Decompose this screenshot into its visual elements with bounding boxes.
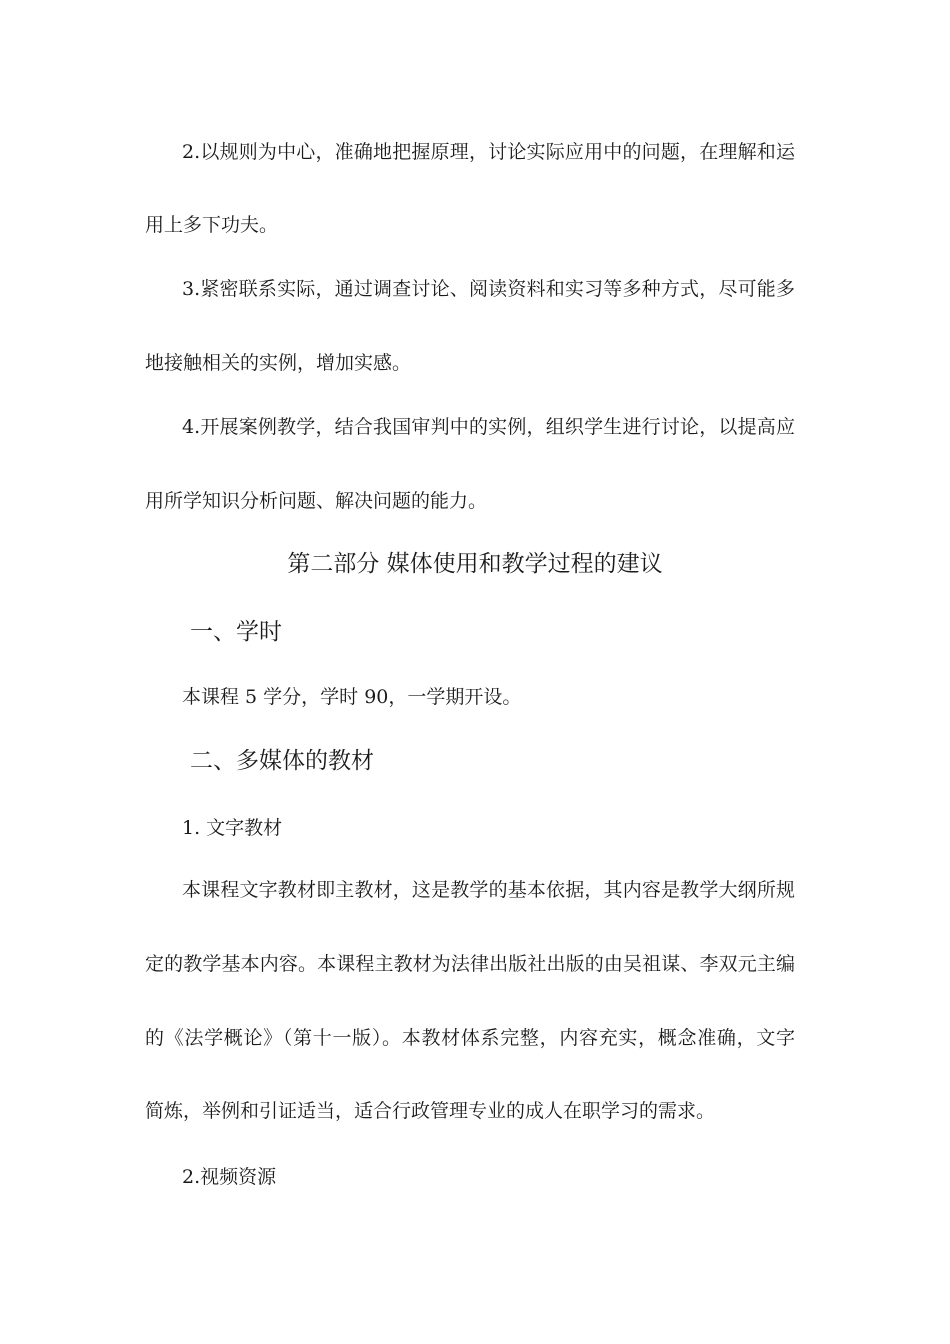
subsection-1-line-3: 的《法学概论》（第十一版）。本教材体系完整，内容充实，概念准确，文字 (145, 1027, 795, 1049)
section-1-heading: 一、学时 (190, 619, 282, 645)
subsection-2-title: 2.视频资源 (182, 1166, 277, 1188)
subsection-1-line-4: 简炼，举例和引证适当，适合行政管理专业的成人在职学习的需求。 (145, 1100, 716, 1122)
subsection-1-line-1: 本课程文字教材即主教材，这是教学的基本依据，其内容是教学大纲所规 (182, 879, 795, 901)
paragraph-4-line-2: 用所学知识分析问题、解决问题的能力。 (145, 490, 488, 512)
paragraph-4-line-1: 4.开展案例教学，结合我国审判中的实例，组织学生进行讨论，以提高应 (182, 416, 795, 438)
section-2-heading: 二、多媒体的教材 (190, 748, 374, 774)
paragraph-2-line-1: 2.以规则为中心，准确地把握原理，讨论实际应用中的问题，在理解和运 (182, 141, 795, 163)
subsection-1-line-2: 定的教学基本内容。本课程主教材为法律出版社出版的由吴祖谋、李双元主编 (145, 953, 795, 975)
paragraph-3-line-1: 3.紧密联系实际，通过调查讨论、阅读资料和实习等多种方式，尽可能多 (182, 278, 795, 300)
subsection-1-title: 1. 文字教材 (182, 817, 283, 839)
part-title: 第二部分 媒体使用和教学过程的建议 (287, 551, 663, 577)
paragraph-2-line-2: 用上多下功夫。 (145, 214, 279, 236)
paragraph-3-line-2: 地接触相关的实例，增加实感。 (145, 352, 412, 374)
section-1-text: 本课程 5 学分，学时 90，一学期开设。 (182, 686, 522, 708)
